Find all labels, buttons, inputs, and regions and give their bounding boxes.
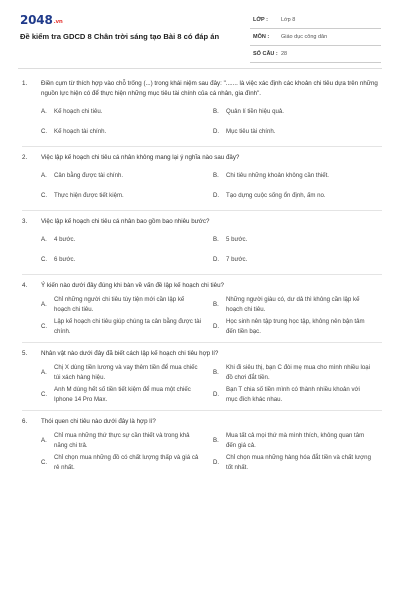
option-letter: B. [213,368,219,376]
question-1 [22,79,382,147]
answer-option-b[interactable] [213,167,385,184]
option-text: Mua tất cả mọi thứ mà mình thích, không quan tâm đến giá cả. [226,432,365,449]
option-text: Thực hiện được tiết kiệm. [54,191,124,199]
answer-option-a[interactable] [41,231,213,248]
question-number: 5. [22,350,28,357]
option-letter: C. [41,390,48,398]
info-key: MÔN : [253,34,270,40]
question-text: Việc lập kế hoạch chi tiêu cá nhân bao gồm bao nhiêu bước? [41,218,210,225]
option-text: 6 bước. [54,255,76,263]
answer-options [22,103,382,140]
question-text: Điền cụm từ thích hợp vào chỗ trống (...) trong khái niệm sau đây: "....... là việc xác định các khoản chi tiêu dựa trên những nguồn lực hiện có để thực hiện những mục tiêu tài chính của cá nhân, gia đình". [41,80,378,97]
answer-option-b[interactable] [213,363,385,382]
option-text: Chị X dùng tiền lương và vay thêm tiền để mua chiếc túi xách hàng hiệu. [54,364,198,381]
option-text: Quản lí tiền hiệu quả. [226,107,284,115]
logo-name: 2048 [20,13,53,27]
option-letter: C. [41,458,48,466]
info-row-subject [250,29,381,46]
option-text: Khi đi siêu thị, bạn C đòi mẹ mua cho mình nhiều loại đồ chơi đắt tiền. [226,364,370,381]
option-text: Cân bằng được tài chính. [54,171,124,179]
option-letter: C. [41,191,48,199]
info-key: SỐ CÂU : [253,51,278,57]
option-letter: D. [213,458,220,466]
answer-option-c[interactable] [41,317,213,336]
option-letter: B. [213,235,219,243]
option-letter: D. [213,127,220,135]
question-number: 1. [22,80,28,87]
question-header [22,217,382,227]
answer-option-a[interactable] [41,103,213,120]
answer-option-a[interactable] [41,167,213,184]
option-letter: A. [41,368,47,376]
answer-options [22,363,382,404]
question-number: 2. [22,154,28,161]
header-divider [18,68,382,69]
info-row-count [250,46,381,63]
option-text: 7 bước. [226,255,248,263]
answer-option-d[interactable] [213,317,385,336]
option-text: 5 bước. [226,235,248,243]
question-header [22,281,382,291]
answer-option-c[interactable] [41,453,213,472]
question-4 [22,281,382,343]
option-letter: B. [213,300,219,308]
answer-option-c[interactable] [41,385,213,404]
answer-option-c[interactable] [41,123,213,140]
question-6 [22,417,382,478]
option-letter: D. [213,191,220,199]
answer-options [22,431,382,472]
answer-option-b[interactable] [213,231,385,248]
question-header [22,417,382,427]
answer-option-d[interactable] [213,123,385,140]
question-header [22,79,382,99]
option-text: Kế hoạch chi tiêu. [54,107,103,115]
option-letter: A. [41,235,47,243]
answer-option-c[interactable] [41,251,213,268]
site-logo[interactable] [20,13,63,27]
option-letter: C. [41,322,48,330]
answer-option-b[interactable] [213,295,385,314]
question-number: 3. [22,218,28,225]
answer-options [22,231,382,268]
info-table [250,12,381,63]
question-text: Nhân vật nào dưới đây đã biết cách lập kế hoạch chi tiêu hợp lí? [41,350,219,357]
question-text: Thói quen chi tiêu nào dưới đây là hợp lí? [41,418,156,425]
page-title: Đề kiểm tra GDCD 8 Chân trời sáng tạo Bài 8 có đáp án [20,32,220,41]
info-value: 28 [281,51,288,57]
page-header [0,0,400,68]
answer-option-d[interactable] [213,453,385,472]
question-list [0,79,400,484]
option-text: 4 bước. [54,235,76,243]
question-header [22,349,382,359]
option-letter: C. [41,255,48,263]
logo-suffix: .vn [53,19,63,25]
option-text: Chỉ chọn mua những đồ có chất lượng thấp và giá cả rẻ nhất. [54,454,199,471]
answer-option-b[interactable] [213,431,385,450]
option-text: Chỉ chọn mua những hàng hóa đắt tiền và chất lượng tốt nhất. [226,454,371,471]
option-text: Học sinh nên tập trung học tập, không nên bận tâm đến tiền bạc. [226,318,365,335]
option-letter: B. [213,171,219,179]
question-2 [22,153,382,211]
question-number: 4. [22,282,28,289]
answer-option-d[interactable] [213,251,385,268]
option-text: Chỉ mua những thứ thực sự cần thiết và trong khả năng chi trả. [54,432,190,449]
question-number: 6. [22,418,28,425]
option-letter: B. [213,107,219,115]
option-text: Anh M dùng hết số tiền tiết kiệm để mua một chiếc Iphone 14 Pro Max. [54,386,191,403]
option-text: Chỉ những người chi tiêu tùy tiện mới cần lập kế hoạch chi tiêu. [54,296,185,313]
info-row-class [250,12,381,29]
question-header [22,153,382,163]
info-value: Lớp 8 [281,17,296,23]
option-text: Mục tiêu tài chính. [226,127,276,135]
info-key: LỚP : [253,17,268,23]
answer-option-b[interactable] [213,103,385,120]
question-3 [22,217,382,275]
answer-options [22,295,382,336]
option-text: Những người giàu có, dư dả thì không cần lập kế hoạch chi tiêu. [226,296,360,313]
option-letter: A. [41,107,47,115]
answer-option-c[interactable] [41,187,213,204]
answer-options [22,167,382,204]
option-letter: B. [213,436,219,444]
option-text: Chi tiêu những khoản không cần thiết. [226,171,330,179]
answer-option-a[interactable] [41,431,213,450]
option-letter: D. [213,322,220,330]
question-5 [22,349,382,411]
option-letter: A. [41,436,47,444]
option-letter: D. [213,390,220,398]
question-text: Ý kiến nào dưới đây đúng khi bàn về vấn đề lập kế hoạch chi tiêu? [41,282,224,289]
answer-option-a[interactable] [41,363,213,382]
option-letter: A. [41,171,47,179]
answer-option-d[interactable] [213,187,385,204]
info-value: Giáo dục công dân [281,34,328,40]
option-text: Tạo dựng cuộc sống ổn định, ấm no. [226,191,326,199]
option-text: Lập kế hoạch chi tiêu giúp chúng ta cân bằng được tài chính. [54,318,201,335]
answer-option-a[interactable] [41,295,213,314]
question-text: Việc lập kế hoạch chi tiêu cá nhân không mang lại ý nghĩa nào sau đây? [41,154,240,161]
option-letter: C. [41,127,48,135]
option-letter: D. [213,255,220,263]
option-text: Bạn T chia số tiền mình có thành nhiều khoản với mục đích khác nhau. [226,386,360,403]
option-text: Kế hoạch tài chính. [54,127,107,135]
option-letter: A. [41,300,47,308]
answer-option-d[interactable] [213,385,385,404]
